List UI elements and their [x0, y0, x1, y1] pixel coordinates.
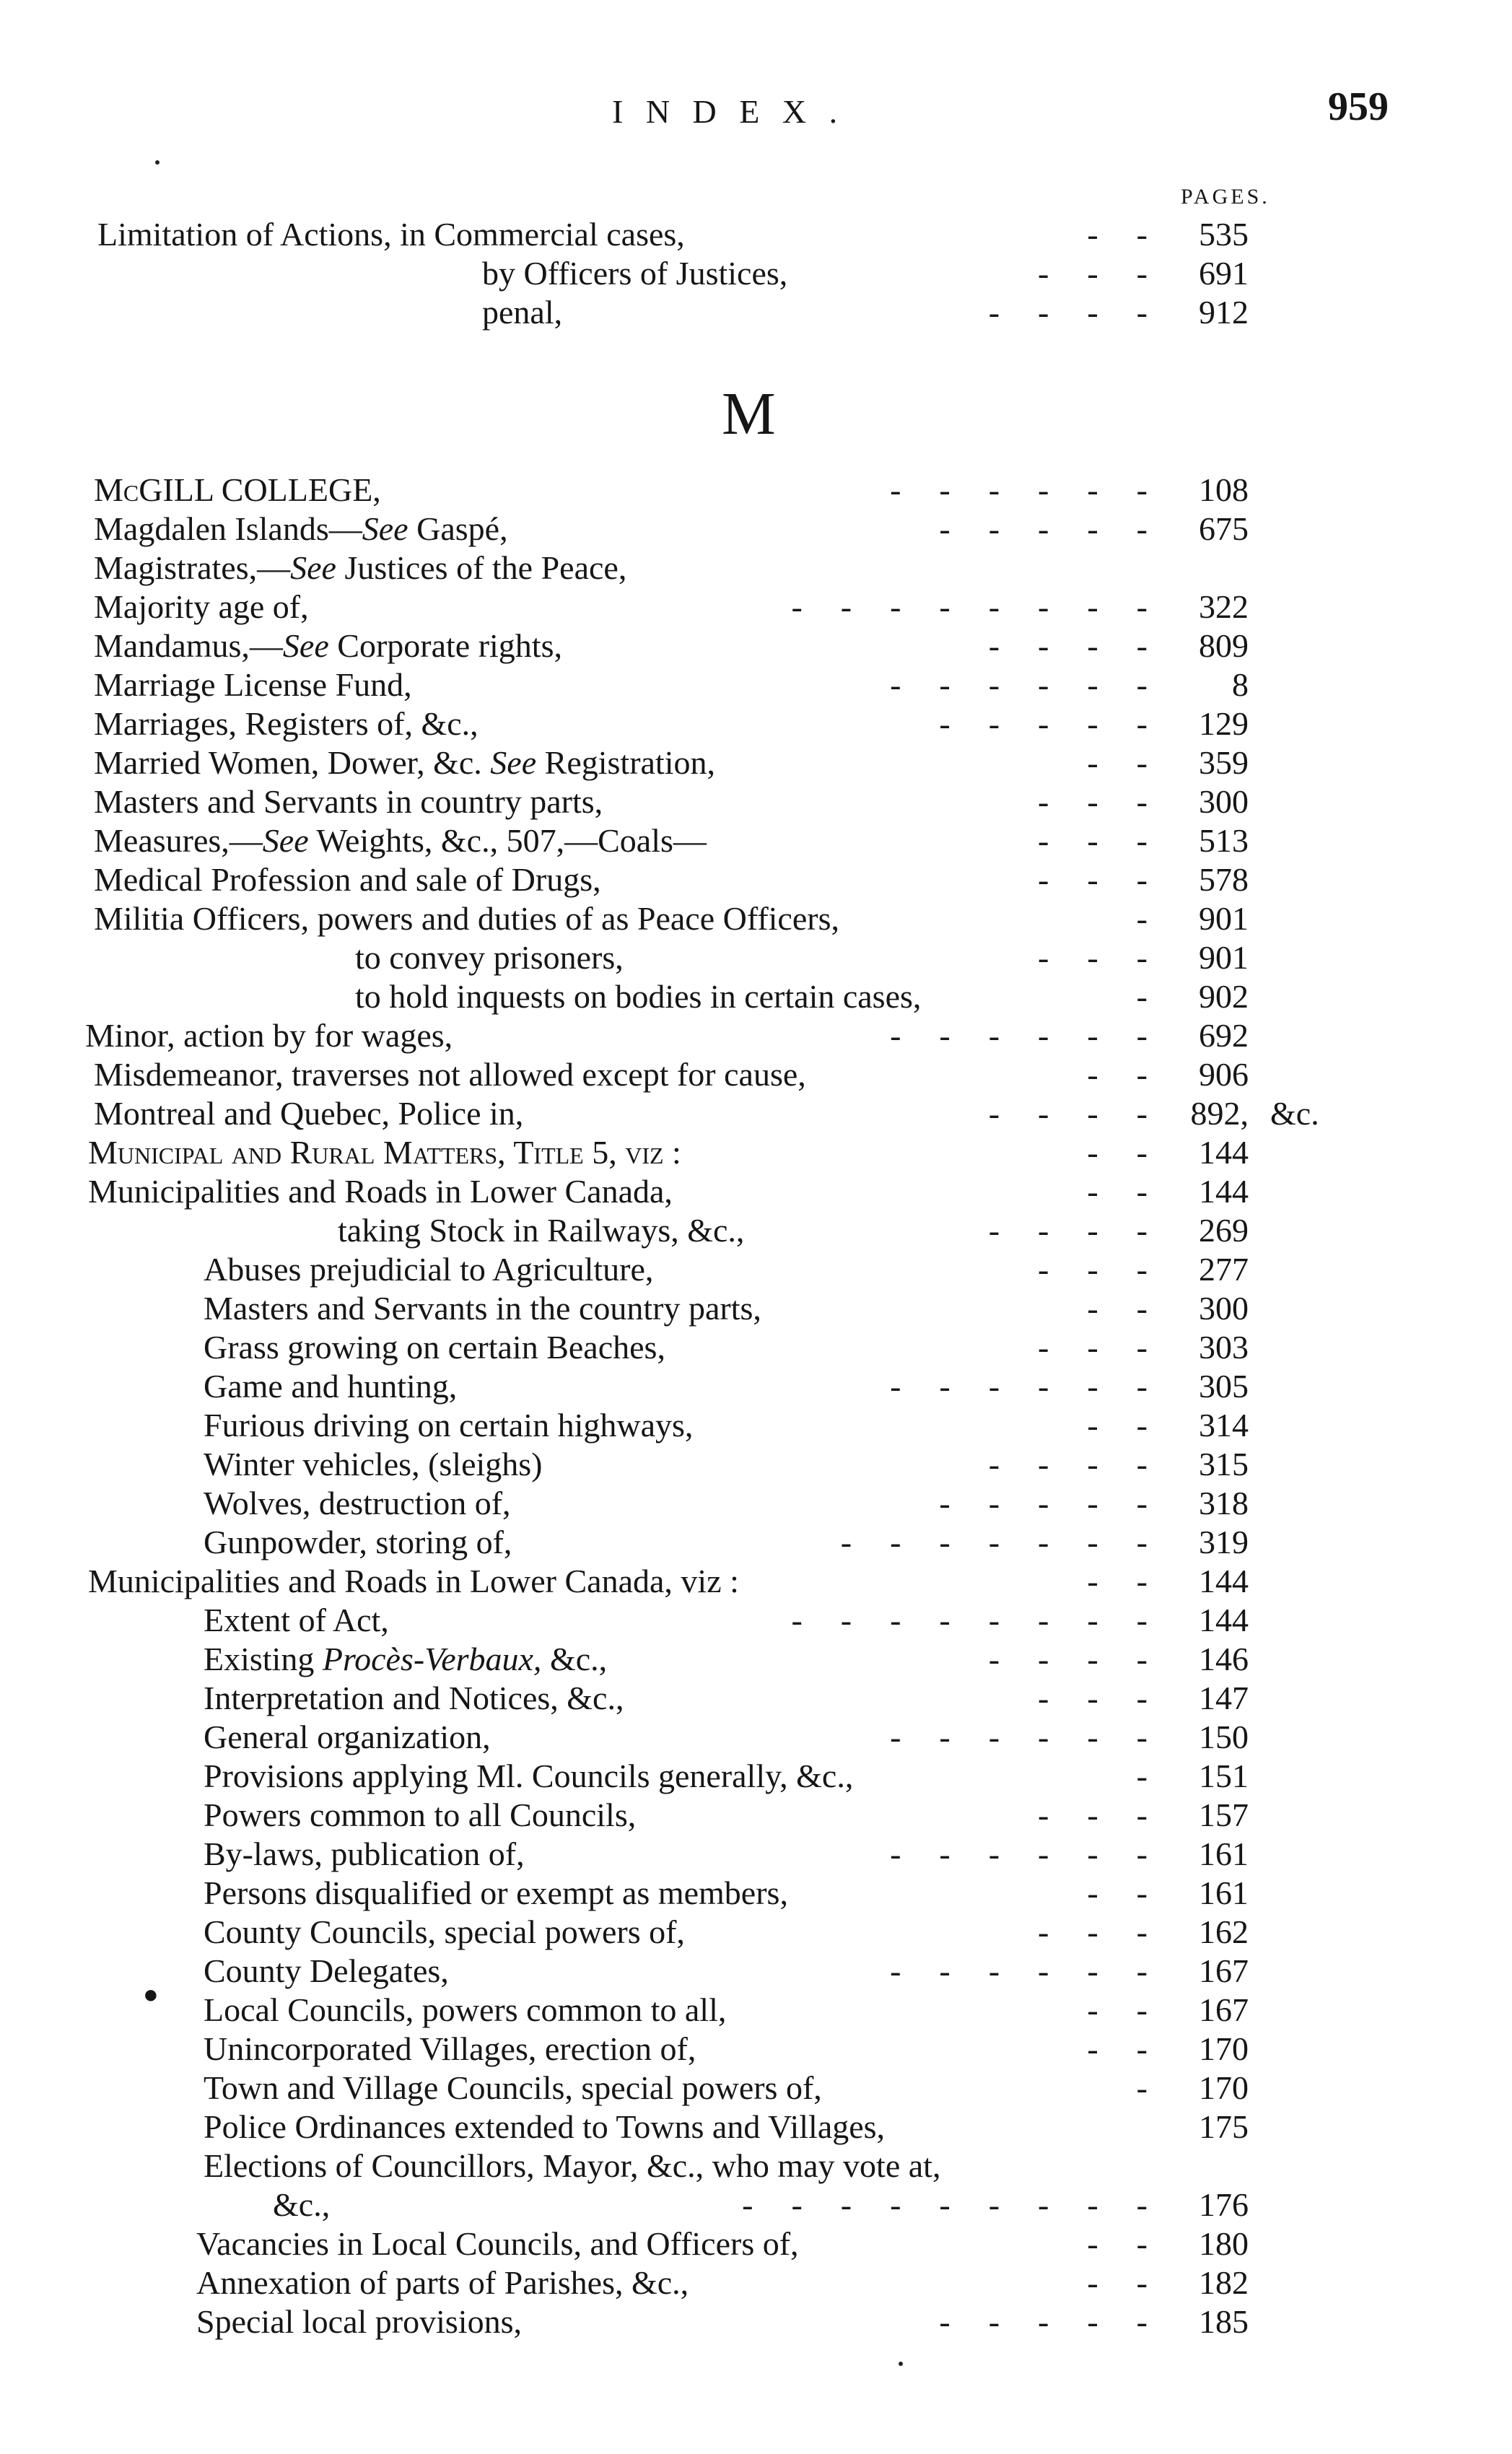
- entry-text: Limitation of Actions, in Commercial cases,: [97, 216, 685, 253]
- index-entry: [0, 899, 1249, 938]
- leader-dashes: - - - - - -: [890, 1017, 1155, 1054]
- page-reference: 319: [1199, 1524, 1249, 1560]
- index-entry: [0, 938, 1249, 977]
- index-entry: [0, 588, 1249, 626]
- leader-dashes: - - - -: [988, 1446, 1155, 1483]
- page-reference: 150: [1199, 1719, 1249, 1755]
- entry-see-reference: See: [490, 744, 537, 781]
- entry-heading: [204, 1289, 761, 1328]
- entry-heading: [94, 549, 626, 588]
- entry-text: Masters and Servants in the country parts,: [204, 1290, 761, 1327]
- entry-text: Municipalities and Roads in Lower Canada,: [88, 1173, 673, 1210]
- index-entry: [0, 293, 1249, 332]
- entry-heading: [355, 977, 921, 1016]
- entry-heading: [204, 1718, 491, 1757]
- entry-heading: [94, 782, 603, 821]
- index-entry: [0, 2069, 1249, 2108]
- page-reference: 901: [1199, 900, 1249, 937]
- entry-text: Wolves, destruction of,: [204, 1485, 511, 1521]
- entry-see-reference: See: [290, 549, 336, 586]
- leader-dashes: - -: [1087, 1563, 1155, 1599]
- index-entry: [0, 860, 1249, 899]
- leader-dashes: - - -: [1038, 255, 1155, 292]
- entry-heading: [196, 2263, 689, 2302]
- entry-heading: [204, 1913, 685, 1952]
- index-entry: [0, 1835, 1249, 1874]
- leader-dashes: - -: [1087, 1173, 1155, 1210]
- pages-column-heading: PAGES.: [1181, 185, 1270, 209]
- entry-heading: [204, 1874, 788, 1913]
- entry-heading: [94, 704, 478, 743]
- entry-text: Annexation of parts of Parishes, &c.,: [196, 2264, 689, 2301]
- entry-heading: [204, 1250, 653, 1289]
- leader-dashes: -: [1136, 2069, 1155, 2106]
- entry-text: County Delegates,: [204, 1952, 449, 1989]
- entry-text: Interpretation and Notices, &c.,: [204, 1680, 624, 1716]
- page-reference: 315: [1199, 1446, 1249, 1483]
- leader-dashes: - -: [1087, 1407, 1155, 1444]
- page-reference: 167: [1199, 1952, 1249, 1989]
- page-reference: 692: [1199, 1017, 1249, 1054]
- page-reference: 175: [1199, 2108, 1249, 2145]
- entry-text: Town and Village Councils, special powers of,: [204, 2069, 822, 2106]
- page-reference: 144: [1199, 1134, 1249, 1171]
- entry-text: Gaspé,: [408, 510, 508, 547]
- section-letter: M: [722, 380, 776, 447]
- index-entry: [0, 254, 1249, 293]
- entry-text: &c.,: [541, 1641, 608, 1677]
- entry-text: Majority age of,: [94, 588, 309, 625]
- index-entry: [0, 1016, 1249, 1055]
- leader-dashes: -: [1136, 900, 1155, 937]
- entry-text: McGILL COLLEGE,: [94, 471, 381, 508]
- entry-heading: [88, 1172, 673, 1211]
- page-reference: 151: [1199, 1757, 1249, 1794]
- page-reference: 170: [1199, 2069, 1249, 2106]
- index-entry: [0, 977, 1249, 1016]
- index-entry: [0, 2302, 1249, 2341]
- index-entry: [0, 1289, 1249, 1328]
- entry-text: Unincorporated Villages, erection of,: [204, 2030, 696, 2067]
- entry-heading: [482, 254, 787, 293]
- leader-dashes: - - -: [1038, 861, 1155, 898]
- entry-text: Measures,—: [94, 822, 263, 859]
- index-entry: [0, 1484, 1249, 1523]
- index-entry: [0, 1250, 1249, 1289]
- entry-heading: [196, 2302, 522, 2341]
- entry-text: Winter vehicles, (sleighs): [204, 1446, 543, 1483]
- entry-text: Minor, action by for wages,: [85, 1017, 453, 1054]
- leader-dashes: - - -: [1038, 822, 1155, 859]
- leader-dashes: - - - -: [988, 1641, 1155, 1677]
- entry-text: Furious driving on certain highways,: [204, 1407, 694, 1444]
- page-reference: 277: [1199, 1251, 1249, 1288]
- page-reference: 162: [1199, 1913, 1249, 1950]
- page-reference: 269: [1199, 1212, 1249, 1249]
- leader-dashes: - - -: [1038, 1796, 1155, 1833]
- page-reference: 912: [1199, 294, 1249, 331]
- entry-heading: [204, 1484, 511, 1523]
- index-entry: [0, 1562, 1249, 1601]
- entry-text: Marriage License Fund,: [94, 666, 412, 703]
- page-reference: 180: [1199, 2225, 1249, 2262]
- page-reference: 359: [1199, 744, 1249, 781]
- leader-dashes: - - - - - -: [890, 1368, 1155, 1405]
- entry-text: Police Ordinances extended to Towns and Villages,: [204, 2108, 886, 2145]
- entry-heading: [94, 821, 707, 860]
- entry-text: By-laws, publication of,: [204, 1835, 525, 1872]
- page-reference: 129: [1199, 705, 1249, 742]
- leader-dashes: - - -: [1038, 1913, 1155, 1950]
- entry-heading: [355, 938, 624, 977]
- page-reference: 513: [1199, 822, 1249, 859]
- page-reference: 675: [1199, 510, 1249, 547]
- leader-dashes: - - - - - -: [890, 1952, 1155, 1989]
- index-entry: [0, 1952, 1249, 1991]
- entry-text: General organization,: [204, 1719, 491, 1755]
- index-entry: [0, 1601, 1249, 1640]
- index-entry: [0, 549, 1249, 588]
- entry-text: to convey prisoners,: [355, 939, 624, 976]
- index-entry: [0, 1133, 1249, 1172]
- index-entry: [0, 1094, 1319, 1133]
- entry-text: Provisions applying Ml. Councils generally, &c.,: [204, 1757, 854, 1794]
- entry-heading: [204, 1796, 636, 1835]
- index-entry: [0, 1406, 1249, 1445]
- entry-heading: [94, 743, 715, 782]
- page-reference: 144: [1199, 1173, 1249, 1210]
- page-reference: 691: [1199, 255, 1249, 292]
- page-reference: 185: [1199, 2303, 1249, 2340]
- index-entry: [0, 1640, 1249, 1679]
- leader-dashes: - - -: [1038, 939, 1155, 976]
- entry-see-reference: See: [262, 822, 309, 859]
- index-entry: [0, 1757, 1249, 1796]
- entry-heading: [204, 1679, 624, 1718]
- leader-dashes: - - - - - - - -: [791, 1602, 1155, 1638]
- page-reference: 161: [1199, 1874, 1249, 1911]
- entry-see-reference: See: [362, 510, 408, 547]
- entry-text: Elections of Councillors, Mayor, &c., who may vote at,: [204, 2147, 941, 2184]
- entry-heading: [88, 1133, 681, 1172]
- index-entry: [0, 821, 1249, 860]
- page-number: 959: [1328, 84, 1389, 129]
- entry-see-reference: See: [282, 627, 329, 664]
- entry-heading: [94, 588, 309, 626]
- entry-heading: [204, 1523, 512, 1562]
- index-entry: [0, 1211, 1249, 1250]
- entry-text: Municipal and Rural Matters, Title 5, viz :: [88, 1134, 681, 1171]
- entry-text: Grass growing on certain Beaches,: [204, 1329, 665, 1366]
- page-reference-suffix: &c.: [1270, 1095, 1319, 1132]
- page-reference: 300: [1199, 783, 1249, 820]
- entry-text: Militia Officers, powers and duties of as Peace Officers,: [94, 900, 839, 937]
- entry-see-reference: Procès-Verbaux,: [322, 1641, 542, 1677]
- leader-dashes: - -: [1087, 2264, 1155, 2301]
- printer-bullet-mark: ●: [143, 1980, 159, 2009]
- index-entry: [0, 1523, 1249, 1562]
- entry-heading: [88, 1562, 739, 1601]
- entry-heading: [85, 1016, 453, 1055]
- entry-heading: [204, 1991, 726, 2030]
- entry-heading: [204, 2069, 822, 2108]
- page-reference: 902: [1199, 978, 1249, 1015]
- entry-text: Powers common to all Councils,: [204, 1796, 637, 1833]
- page-reference: 318: [1199, 1485, 1249, 1521]
- entry-text: &c.,: [273, 2186, 331, 2223]
- ink-speck: [899, 2362, 903, 2366]
- leader-dashes: - - - -: [988, 627, 1155, 664]
- index-entry: [0, 215, 1249, 254]
- entry-text: Justices of the Peace,: [336, 549, 627, 586]
- index-entry: [0, 1718, 1249, 1757]
- leader-dashes: - - -: [1038, 1680, 1155, 1716]
- page-reference: 578: [1199, 861, 1249, 898]
- entry-heading: [204, 2030, 696, 2069]
- leader-dashes: - - -: [1038, 1251, 1155, 1288]
- leader-dashes: - - - - - -: [890, 1719, 1155, 1755]
- running-head: I N D E X .: [612, 93, 845, 130]
- entry-heading: [196, 2224, 799, 2263]
- entry-text: Corporate rights,: [328, 627, 562, 664]
- index-entry: [0, 2147, 1249, 2186]
- leader-dashes: - -: [1087, 2030, 1155, 2067]
- index-entry: [0, 1679, 1249, 1718]
- entry-text: Game and hunting,: [204, 1368, 458, 1405]
- entry-text: Misdemeanor, traverses not allowed except for cause,: [94, 1056, 806, 1093]
- entry-text: Magistrates,—: [94, 549, 291, 586]
- entry-text: County Councils, special powers of,: [204, 1913, 685, 1950]
- leader-dashes: - - - - - - - -: [791, 588, 1155, 625]
- leader-dashes: - -: [1087, 1134, 1155, 1171]
- page-reference: 182: [1199, 2264, 1249, 2301]
- index-entry: [0, 782, 1249, 821]
- entry-text: Weights, &c., 507,—Coals—: [308, 822, 707, 859]
- leader-dashes: - - - - -: [939, 510, 1155, 547]
- entry-heading: [97, 215, 685, 254]
- leader-dashes: - - - -: [988, 1095, 1155, 1132]
- page-reference: 108: [1199, 471, 1249, 508]
- page-reference: 322: [1199, 588, 1249, 625]
- index-entry: [0, 626, 1249, 665]
- index-entry: [0, 1055, 1249, 1094]
- entry-heading: [94, 899, 839, 938]
- page-reference: 906: [1199, 1056, 1249, 1093]
- entry-heading: [94, 665, 412, 704]
- page-reference: 314: [1199, 1407, 1249, 1444]
- page-reference: 901: [1199, 939, 1249, 976]
- entry-text: Local Councils, powers common to all,: [204, 1991, 727, 2028]
- page-reference: 8: [1232, 666, 1249, 703]
- leader-dashes: - - -: [1038, 1329, 1155, 1366]
- leader-dashes: - -: [1087, 1991, 1155, 2028]
- index-entry: [0, 2030, 1249, 2069]
- entry-heading: [204, 1367, 457, 1406]
- entry-text: Special local provisions,: [196, 2303, 522, 2340]
- entry-heading: [204, 1445, 543, 1484]
- entry-heading: [94, 626, 562, 665]
- entry-text: Municipalities and Roads in Lower Canada, viz :: [88, 1563, 739, 1599]
- entry-text: Registration,: [536, 744, 715, 781]
- entry-heading: [482, 293, 562, 332]
- leader-dashes: - - - - -: [939, 1485, 1155, 1521]
- entry-text: Extent of Act,: [204, 1602, 389, 1638]
- leader-dashes: -: [1136, 978, 1155, 1015]
- entry-text: Mandamus,—: [94, 627, 283, 664]
- index-entry: [0, 665, 1249, 704]
- entry-text: Abuses prejudicial to Agriculture,: [204, 1251, 654, 1288]
- page-reference: 157: [1199, 1796, 1249, 1833]
- entry-text: taking Stock in Railways, &c.,: [338, 1212, 745, 1249]
- page-reference: 147: [1199, 1680, 1249, 1716]
- page-reference: 146: [1199, 1641, 1249, 1677]
- entry-text: Magdalen Islands—: [94, 510, 362, 547]
- index-entry: [0, 1796, 1249, 1835]
- leader-dashes: - -: [1087, 2225, 1155, 2262]
- page-reference: 167: [1199, 1991, 1249, 2028]
- entry-text: by Officers of Justices,: [482, 255, 788, 292]
- index-entry: [0, 1445, 1249, 1484]
- leader-dashes: - - - -: [988, 294, 1155, 331]
- entry-text: Married Women, Dower, &c.: [94, 744, 491, 781]
- page-reference: 305: [1199, 1368, 1249, 1405]
- entry-text: Montreal and Quebec, Police in,: [94, 1095, 524, 1132]
- page-reference: 809: [1199, 627, 1249, 664]
- entry-heading: [204, 1952, 449, 1991]
- page-reference: 144: [1199, 1563, 1249, 1599]
- entry-text: Masters and Servants in country parts,: [94, 783, 603, 820]
- leader-dashes: - - - - - -: [890, 666, 1155, 703]
- leader-dashes: - -: [1087, 1290, 1155, 1327]
- entry-heading: [204, 1406, 693, 1445]
- entry-heading: [204, 1640, 607, 1679]
- entry-text: Medical Profession and sale of Drugs,: [94, 861, 601, 898]
- index-entry: [0, 1172, 1249, 1211]
- entry-text: penal,: [482, 294, 563, 331]
- leader-dashes: - - - - - - - - -: [742, 2186, 1155, 2223]
- entry-heading: [94, 471, 381, 510]
- leader-dashes: - - - -: [988, 1212, 1155, 1249]
- page-reference: 892,: [1190, 1095, 1249, 1132]
- leader-dashes: - - - - -: [939, 2303, 1155, 2340]
- entry-heading: [204, 1835, 525, 1874]
- index-entry: [0, 1367, 1249, 1406]
- entry-heading: [204, 1601, 389, 1640]
- leader-dashes: - - - - - -: [890, 1835, 1155, 1872]
- entry-text: to hold inquests on bodies in certain cases,: [355, 978, 922, 1015]
- page-reference: 170: [1199, 2030, 1249, 2067]
- leader-dashes: - - - - - - -: [840, 1524, 1155, 1560]
- ink-speck: [155, 160, 159, 165]
- entry-text: Existing: [204, 1641, 323, 1677]
- page-reference: 300: [1199, 1290, 1249, 1327]
- entry-heading: [204, 1757, 853, 1796]
- leader-dashes: - - - - -: [939, 705, 1155, 742]
- entry-heading: [94, 860, 601, 899]
- index-entry: [0, 2263, 1249, 2302]
- entry-heading: [94, 510, 508, 549]
- entry-heading: [273, 2186, 330, 2224]
- entry-heading: [338, 1211, 744, 1250]
- index-entry: [0, 2186, 1249, 2224]
- leader-dashes: - -: [1087, 216, 1155, 253]
- index-entry: [0, 1991, 1249, 2030]
- page-reference: 176: [1199, 2186, 1249, 2223]
- entry-text: Persons disqualified or exempt as members,: [204, 1874, 788, 1911]
- index-entry: [0, 2224, 1249, 2263]
- page-reference: 303: [1199, 1329, 1249, 1366]
- index-entry: [0, 743, 1249, 782]
- index-entry: [0, 510, 1249, 549]
- index-entry: [0, 1328, 1249, 1367]
- index-entry: [0, 704, 1249, 743]
- entry-text: Gunpowder, storing of,: [204, 1524, 512, 1560]
- page-reference: 161: [1199, 1835, 1249, 1872]
- entry-heading: [94, 1094, 523, 1133]
- leader-dashes: - - - - - -: [890, 471, 1155, 508]
- leader-dashes: - -: [1087, 744, 1155, 781]
- index-entry: [0, 1913, 1249, 1952]
- leader-dashes: - - -: [1038, 783, 1155, 820]
- page-reference: 144: [1199, 1602, 1249, 1638]
- entry-text: Marriages, Registers of, &c.,: [94, 705, 478, 742]
- index-entry: [0, 1874, 1249, 1913]
- entry-heading: [204, 2147, 940, 2186]
- entry-heading: [204, 2108, 885, 2147]
- entry-text: Vacancies in Local Councils, and Officers of,: [196, 2225, 799, 2262]
- index-entry: [0, 471, 1249, 510]
- index-entry: [0, 2108, 1249, 2147]
- entry-heading: [94, 1055, 806, 1094]
- page-reference: 535: [1199, 216, 1249, 253]
- entry-heading: [204, 1328, 665, 1367]
- leader-dashes: -: [1136, 1757, 1155, 1794]
- leader-dashes: - -: [1087, 1056, 1155, 1093]
- leader-dashes: - -: [1087, 1874, 1155, 1911]
